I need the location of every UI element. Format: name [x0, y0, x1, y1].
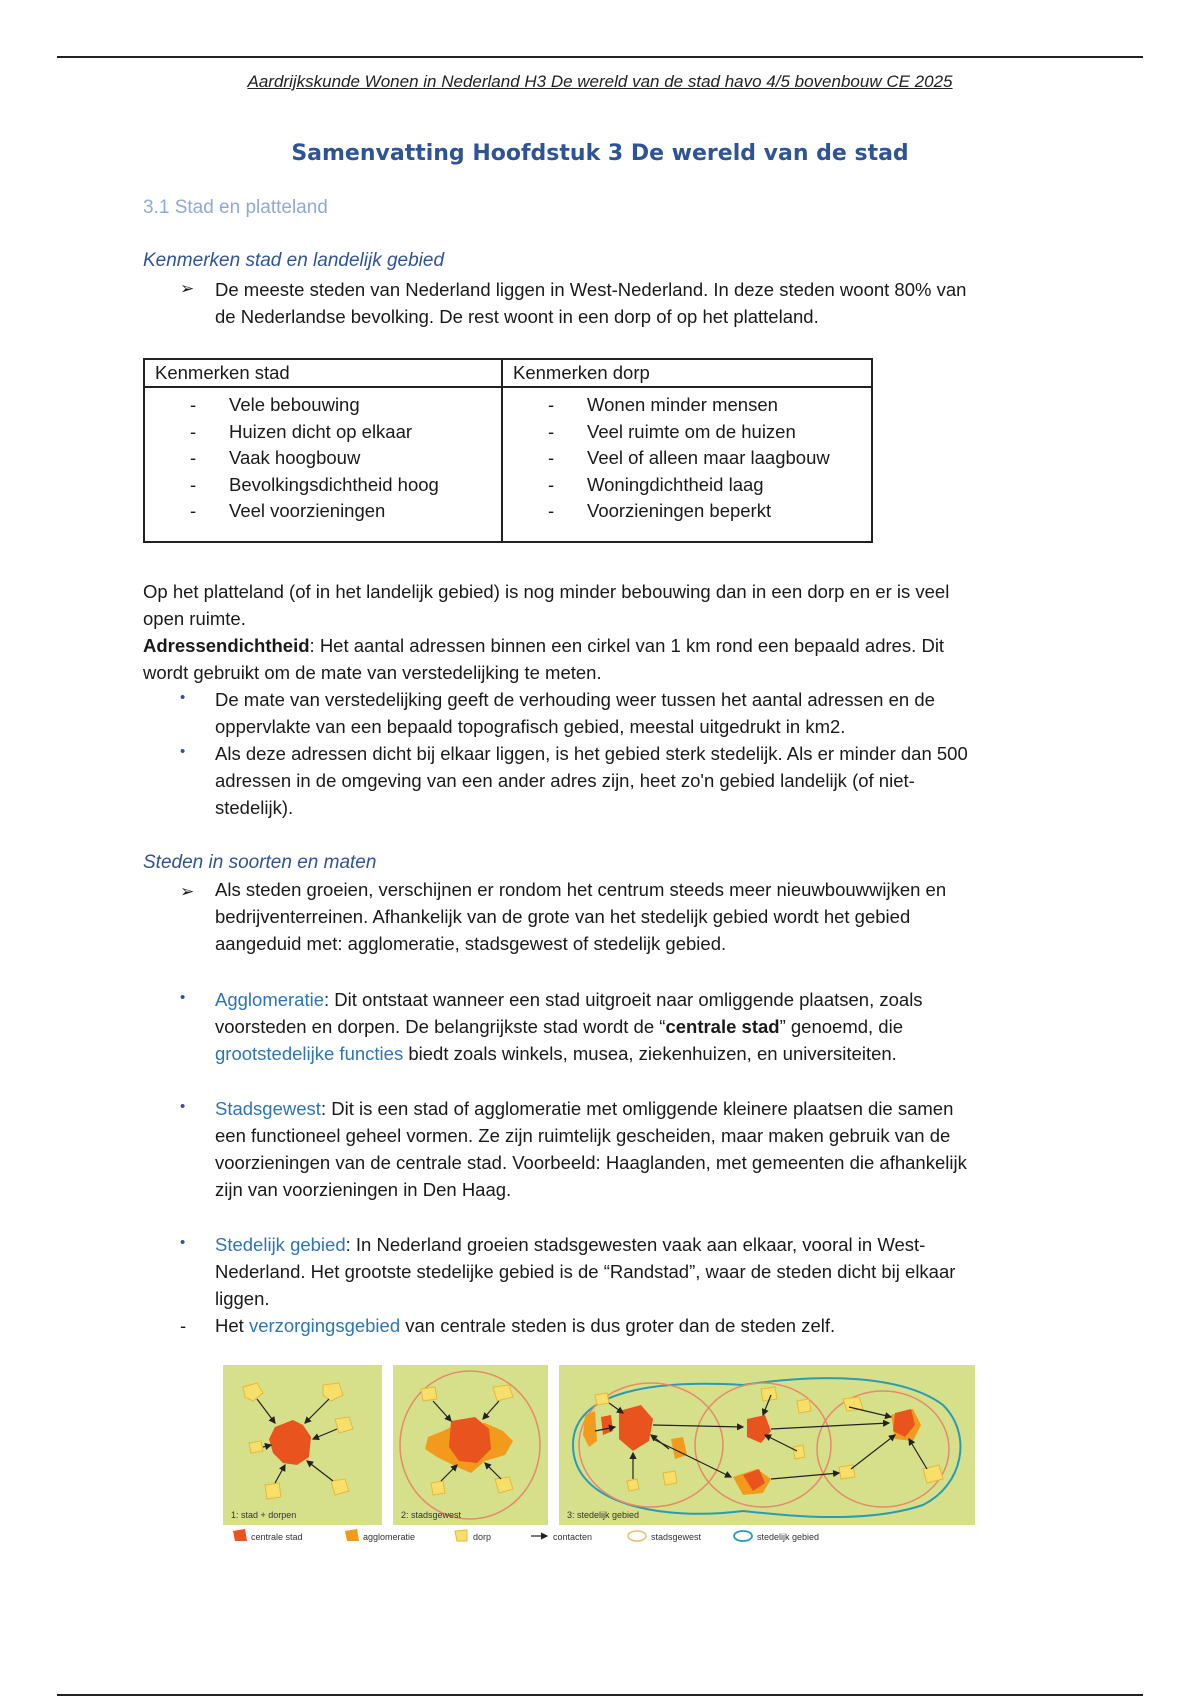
- bullet-line: voorzieningen van de centrale stad. Voorbeeld: Haaglanden, met gemeenten die afhankelijk: [215, 1152, 967, 1173]
- bullet-line: Nederland. Het grootste stedelijke gebied is de “Randstad”, waar de steden dicht bij elkaar: [215, 1261, 956, 1282]
- top-rule: [57, 56, 1143, 58]
- term-verzorgingsgebied: verzorgingsgebied: [248, 1315, 401, 1336]
- list-item: - Voorzieningen beperkt: [503, 498, 871, 525]
- legend-label: stedelijk gebied: [757, 1532, 820, 1542]
- figure-legend: [233, 1529, 819, 1542]
- subheading-kenmerken: Kenmerken stad en landelijk gebied: [143, 250, 445, 271]
- bullet-line: Agglomeratie: Dit ontstaat wanneer een stad uitgroeit naar omliggende plaatsen, zoals: [215, 989, 923, 1010]
- bullet-line: stedelijk).: [215, 797, 294, 818]
- term-stedelijk-gebied: Stedelijk gebied: [215, 1234, 346, 1255]
- bullet-dot-icon: •: [180, 1098, 186, 1115]
- village-shape: [663, 1471, 677, 1485]
- list-item: - Huizen dicht op elkaar: [145, 419, 501, 446]
- list-item: - Vele bebouwing: [145, 392, 501, 419]
- bullet-line: Stedelijk gebied: In Nederland groeien stadsgewesten vaak aan elkaar, vooral in West-: [215, 1234, 926, 1255]
- village-shape: [843, 1397, 863, 1411]
- list-item: - Veel voorzieningen: [145, 498, 501, 525]
- text-line: Op het platteland (of in het landelijk gebied) is nog minder bebouwing dan in een dorp en er is veel: [143, 581, 950, 602]
- urbanization-figure: [223, 1365, 975, 1543]
- term-stadsgewest: Stadsgewest: [215, 1098, 321, 1119]
- bullet-line: zijn van voorzieningen in Den Haag.: [215, 1179, 512, 1200]
- bullet-verzorgingsgebied: Het verzorgingsgebied van centrale steden is dus groter dan de steden zelf.: [215, 1315, 836, 1336]
- legend-village-swatch: [455, 1530, 467, 1541]
- section-heading: 3.1 Stad en platteland: [143, 197, 328, 218]
- legend-central-city-swatch: [233, 1529, 247, 1541]
- list-item: - Veel ruimte om de huizen: [503, 419, 871, 446]
- term-agglomeratie: Agglomeratie: [215, 989, 325, 1010]
- list-item: - Vaak hoogbouw: [145, 445, 501, 472]
- bullet-line: bedrijventerreinen. Afhankelijk van de grote van het stedelijk gebied wordt het gebied: [215, 906, 911, 927]
- bullet-text: [215, 740, 968, 821]
- text-line: wordt gebruikt om de mate van verstedelijking te meten.: [143, 662, 602, 683]
- bullet-line: voorsteden en dorpen. De belangrijkste stad wordt de “centrale stad” genoemd, die: [215, 1016, 903, 1037]
- bullet-agglomeratie: [215, 986, 923, 1067]
- bullet-dot-icon: •: [180, 689, 186, 706]
- legend-label: contacten: [553, 1532, 593, 1542]
- paragraph-platteland: [143, 578, 949, 686]
- legend-agglomeration-swatch: [345, 1529, 359, 1541]
- bullet-line: Stadsgewest: Dit is een stad of agglomeratie met omliggende kleinere plaatsen die samen: [215, 1098, 954, 1119]
- list-item: - Veel of alleen maar laagbouw: [503, 445, 871, 472]
- page-header: Aardrijkskunde Wonen in Nederland H3 De wereld van de stad havo 4/5 bovenbouw CE 2025: [247, 72, 953, 91]
- stad-list: [145, 392, 501, 525]
- legend-stedelijk-swatch: [734, 1531, 752, 1541]
- bullet-line: een functioneel geheel vormen. Ze zijn ruimtelijk gescheiden, maar maken gebruik van de: [215, 1125, 951, 1146]
- village-shape: [797, 1399, 811, 1413]
- village-shape: [627, 1479, 639, 1491]
- bullet-line: grootstedelijke functies biedt zoals winkels, musea, ziekenhuizen, en universiteiten.: [215, 1043, 897, 1064]
- legend-label: stadsgewest: [651, 1532, 702, 1542]
- bullet-line: De mate van verstedelijking geeft de verhouding weer tussen het aantal adressen en de: [215, 689, 935, 710]
- list-item: - Bevolkingsdichtheid hoog: [145, 472, 501, 499]
- term-grootstedelijke-functies: grootstedelijke functies: [215, 1043, 404, 1064]
- term-adressendichtheid: Adressendichtheid: [143, 635, 310, 656]
- village-shape: [421, 1387, 437, 1401]
- dorp-list: [503, 392, 871, 525]
- village-shape: [595, 1393, 609, 1405]
- bottom-rule: [57, 1694, 1143, 1696]
- village-shape: [249, 1441, 263, 1453]
- village-shape: [431, 1481, 445, 1495]
- bullet-text: [215, 686, 935, 740]
- text-line: Adressendichtheid: Het aantal adressen binnen een cirkel van 1 km rond een bepaald adres. Dit: [143, 635, 945, 656]
- bullet-stedelijk-gebied: [215, 1231, 955, 1312]
- bullet-line: Als deze adressen dicht bij elkaar liggen, is het gebied sterk stedelijk. Als er minder dan 500: [215, 743, 968, 764]
- bullet-line: aangeduid met: agglomeratie, stadsgewest of stedelijk gebied.: [215, 933, 727, 954]
- bullet-line: Als steden groeien, verschijnen er rondom het centrum steeds meer nieuwbouwwijken en: [215, 879, 947, 900]
- subheading-steden: Steden in soorten en maten: [143, 852, 377, 873]
- legend-label: agglomeratie: [363, 1532, 416, 1542]
- village-shape: [793, 1445, 805, 1459]
- legend-label: centrale stad: [251, 1532, 303, 1542]
- village-shape: [265, 1483, 281, 1499]
- list-item: - Wonen minder mensen: [503, 392, 871, 419]
- arrow-bullet-icon: ➢: [180, 882, 195, 901]
- list-item: - Woningdichtheid laag: [503, 472, 871, 499]
- legend-stadsgewest-swatch: [628, 1531, 646, 1541]
- term-centrale-stad: centrale stad: [665, 1016, 780, 1037]
- bullet-line: liggen.: [215, 1288, 270, 1309]
- table-header-dorp: Kenmerken dorp: [513, 362, 650, 383]
- text-line: open ruimte.: [143, 608, 246, 629]
- figure-svg: [223, 1365, 975, 1543]
- bullet-text: [215, 876, 946, 957]
- bullet-stadsgewest: [215, 1095, 967, 1203]
- dash-bullet-marker: -: [180, 1315, 187, 1336]
- bullet-line: oppervlakte van een bepaald topografisch gebied, meestal uitgedrukt in km2.: [215, 716, 846, 737]
- panel-3-label: 3: stedelijk gebied: [567, 1510, 640, 1520]
- bullet-text: [215, 276, 966, 330]
- page-title: Samenvatting Hoofdstuk 3 De wereld van de stad: [291, 141, 909, 166]
- bullet-line: adressen in de omgeving van een ander adres zijn, heet zo'n gebied landelijk (of niet-: [215, 770, 915, 791]
- bullet-line: de Nederlandse bevolking. De rest woont in een dorp of op het platteland.: [215, 306, 819, 327]
- bullet-line: De meeste steden van Nederland liggen in West-Nederland. In deze steden woont 80% van: [215, 279, 967, 300]
- table-header-stad: Kenmerken stad: [155, 362, 290, 383]
- bullet-dot-icon: •: [180, 1234, 186, 1251]
- panel-2-label: 2: stadsgewest: [401, 1510, 462, 1520]
- bullet-dot-icon: •: [180, 989, 186, 1006]
- kenmerken-table: [143, 358, 873, 543]
- panel-1-label: 1: stad + dorpen: [231, 1510, 297, 1520]
- arrow-bullet-icon: ➢: [180, 279, 195, 298]
- legend-label: dorp: [473, 1532, 492, 1542]
- bullet-dot-icon: •: [180, 743, 186, 760]
